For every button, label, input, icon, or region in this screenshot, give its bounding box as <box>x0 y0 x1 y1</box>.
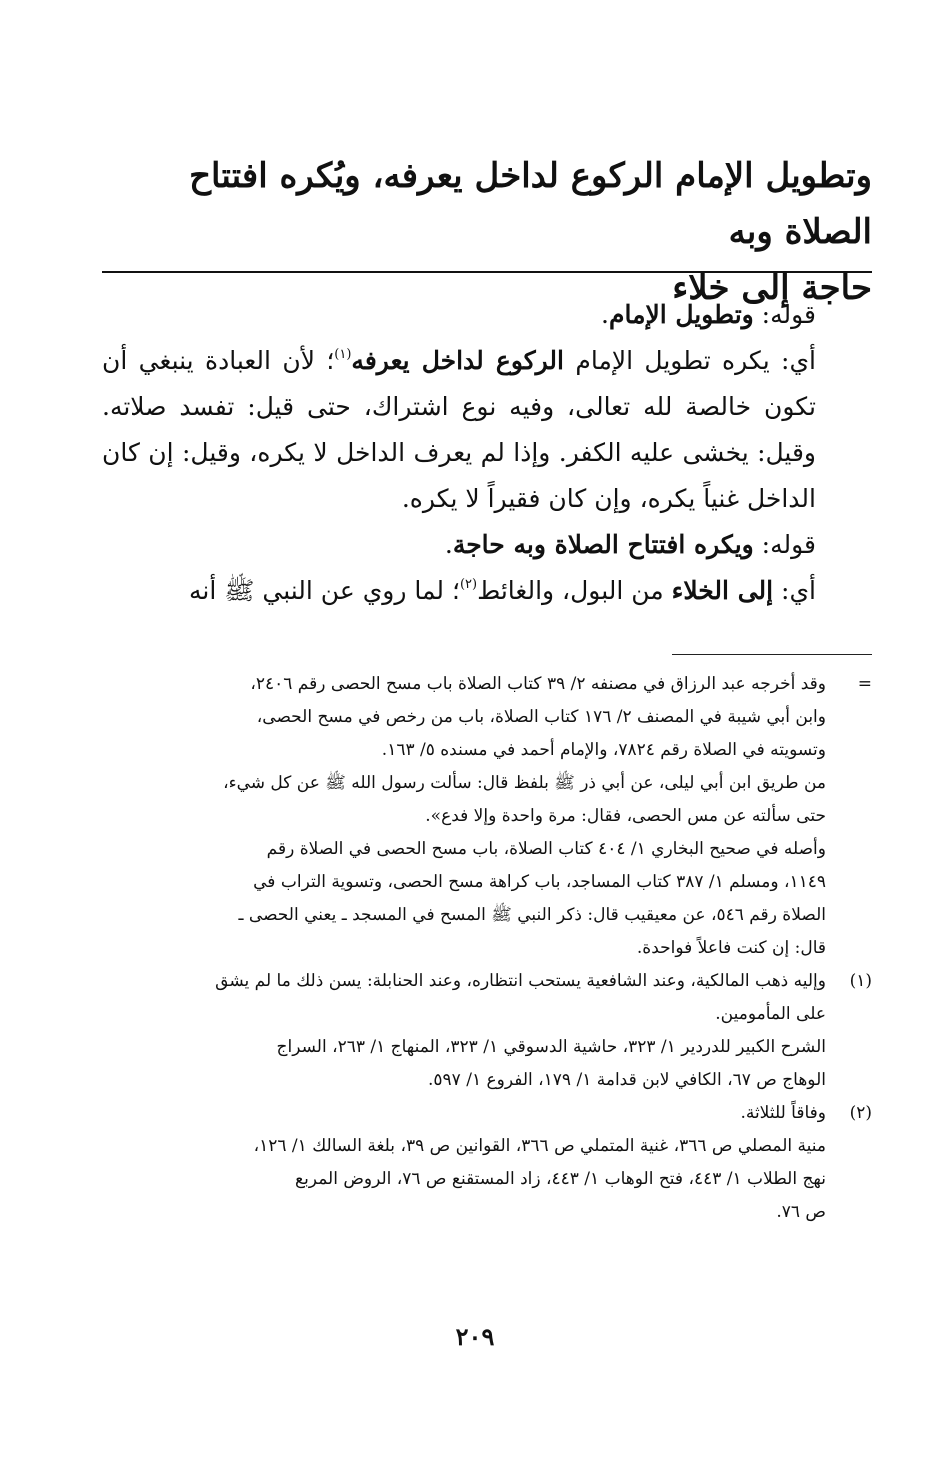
footnote-line: نهج الطلاب ١/ ٤٤٣، فتح الوهاب ١/ ٤٤٣، زاد المستقنع ص ٧٦، الروض المربع <box>295 1169 826 1189</box>
footnote-1-sources <box>102 1031 872 1097</box>
quote-bold: وتطويل الإمام <box>608 300 754 329</box>
footnote-line: الشرح الكبير للدردير ١/ ٣٢٣، حاشية الدسوقي ١/ ٣٢٣، المنهاج ١/ ٢٦٣، السراج <box>276 1037 826 1057</box>
para4-text-2: من البول، والغائط <box>477 576 672 605</box>
para2-text-2: ؛ لأن العبادة ينبغي أن تكون خالصة لله تعالى، وفيه نوع اشتراك، حتى قيل: تفسد صلاته. وقيل: يخشى عليه الكفر. وإذا لم يعرف الداخل لا يكره، وقيل: إن كان الداخل غنياً يكره، وإن كان فقيراً لا يكره. <box>102 346 816 513</box>
footnote-continued-para-2 <box>102 767 872 833</box>
footnote-divider <box>672 654 872 655</box>
main-paragraph-3 <box>102 522 872 568</box>
footnote-line: وتسويته في الصلاة رقم ٧٨٢٤، والإمام أحمد في مسنده ٥/ ١٦٣. <box>381 740 826 760</box>
para4-bold: إلى الخلاء <box>671 576 774 605</box>
quote-suffix: . <box>444 530 453 559</box>
footnote-1 <box>102 965 872 1031</box>
main-text <box>102 292 872 614</box>
footnote-line: وقد أخرجه عبد الرزاق في مصنفه ٢/ ٣٩ كتاب الصلاة باب مسح الحصى رقم ٢٤٠٦، <box>250 674 826 694</box>
footnote-line: الوهاج ص ٦٧، الكافي لابن قدامة ١/ ١٧٩، الفروع ١/ ٥٩٧. <box>428 1070 826 1090</box>
footnote-line: ص ٧٦. <box>776 1202 826 1222</box>
footnote-continued <box>102 668 872 767</box>
footnote-2-sources <box>102 1130 872 1229</box>
footnote-ref-1: (١) <box>334 347 352 362</box>
footnote-line: قال: إن كنت فاعلاً فواحدة. <box>636 938 826 958</box>
footnote-line: حتى سألته عن مس الحصى، فقال: مرة واحدة وإلا فدع». <box>425 806 826 826</box>
quote-bold: ويكره افتتاح الصلاة وبه حاجة <box>452 530 754 559</box>
footnote-line: وإليه ذهب المالكية، وعند الشافعية يستحب انتظاره، وعند الحنابلة: يسن ذلك ما لم يشق <box>215 971 826 991</box>
para2-text-1: أي: يكره تطويل الإمام <box>564 346 816 375</box>
heading-line-2: حاجة إلى خلاء <box>672 268 872 308</box>
footnote-continued-para-3 <box>102 833 872 965</box>
section-heading <box>92 148 872 316</box>
quote-prefix: قوله: <box>753 530 816 559</box>
footnote-ref-2: (٢) <box>459 577 478 592</box>
footnote-line: على المأمومين. <box>715 1004 826 1024</box>
continuation-marker: = <box>857 674 872 694</box>
quote-suffix: . <box>601 300 609 329</box>
footnote-2 <box>102 1097 872 1130</box>
heading-divider <box>102 271 872 273</box>
heading-line-1: وتطويل الإمام الركوع لداخل يعرفه، ويُكره افتتاح الصلاة وبه <box>189 156 872 252</box>
quote-prefix: قوله: <box>753 300 816 329</box>
main-paragraph-1 <box>102 292 872 338</box>
page-number: ٢٠٩ <box>455 1322 495 1351</box>
footnote-line: الصلاة رقم ٥٤٦، عن معيقيب قال: ذكر النبي ﷺ المسح في المسجد ـ يعني الحصى ـ <box>238 905 826 925</box>
footnote-marker-2: (٢) <box>849 1103 872 1123</box>
main-paragraph-4 <box>102 568 872 614</box>
footnotes <box>102 668 872 1229</box>
main-paragraph-2 <box>102 338 872 522</box>
footnote-line: وأصله في صحيح البخاري ١/ ٤٠٤ كتاب الصلاة، باب مسح الحصى في الصلاة رقم <box>266 839 826 859</box>
para4-text-1: أي: <box>773 576 816 605</box>
para2-bold: الركوع لداخل يعرفه <box>351 346 564 375</box>
footnote-line: ١١٤٩، ومسلم ١/ ٣٨٧ كتاب المساجد، باب كراهة مسح الحصى، وتسوية التراب في <box>253 872 826 892</box>
footnote-marker-1: (١) <box>849 971 872 991</box>
footnote-line: وابن أبي شيبة في المصنف ٢/ ١٧٦ كتاب الصلاة، باب من رخص في مسح الحصى، <box>256 707 826 727</box>
footnote-line: وفاقاً للثلاثة. <box>740 1103 826 1123</box>
para4-text-3: ؛ لما روي عن النبي ﷺ أنه <box>188 576 460 605</box>
footnote-line: من طريق ابن أبي ليلى، عن أبي ذر ﷺ بلفظ قال: سألت رسول الله ﷺ عن كل شيء، <box>223 773 826 793</box>
footnote-line: منية المصلي ص ٣٦٦، غنية المتملي ص ٣٦٦، القوانين ص ٣٩، بلغة السالك ١/ ١٢٦، <box>253 1136 826 1156</box>
